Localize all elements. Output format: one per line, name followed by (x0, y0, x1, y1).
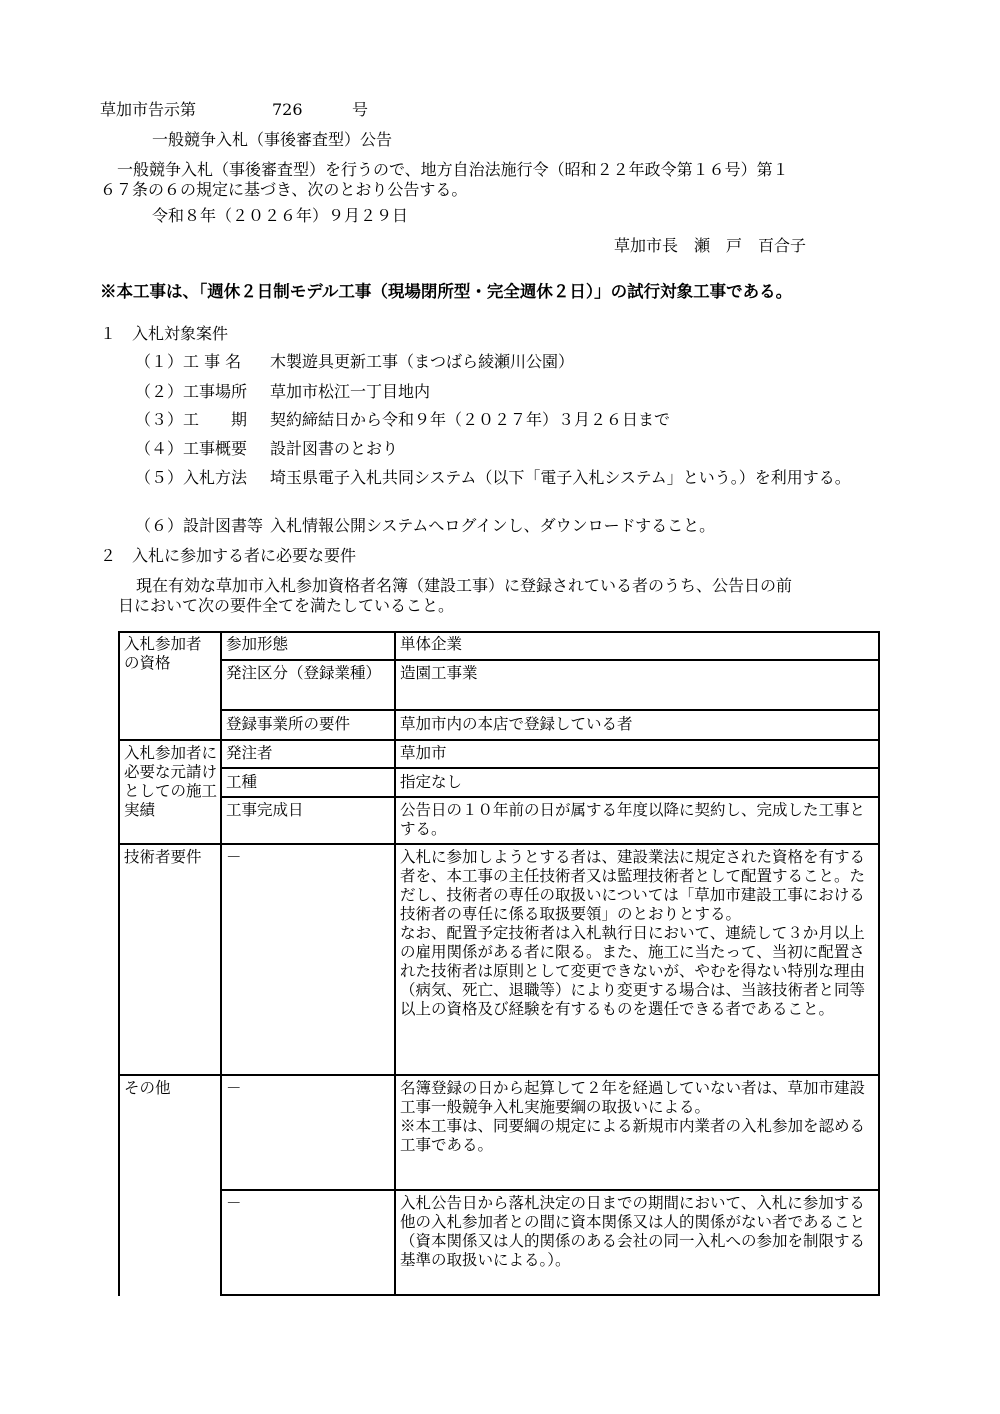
section-2-intro-line-1: 現在有効な草加市入札参加資格者名簿（建設工事）に登録されている者のうち、公告日の前 (136, 576, 793, 595)
group-head-track-record: 入札参加者に必要な元請けとしての施工実績 (124, 744, 218, 819)
notice-number: 726 (272, 100, 303, 119)
section-1-title: １ 入札対象案件 (100, 324, 229, 343)
item-value: 木製遊具更新工事（まつばら綾瀬川公園） (270, 352, 575, 371)
item-work-name (135, 352, 875, 372)
item-value: 設計図書のとおり (270, 439, 399, 458)
row-key: 工種 (226, 773, 258, 791)
row-key: 発注者 (226, 744, 273, 762)
section-2-title: ２ 入札に参加する者に必要な要件 (100, 546, 357, 565)
row-key: 発注区分（登録業種） (226, 664, 382, 682)
row-value: 造園工事業 (400, 664, 478, 682)
row-divider (220, 659, 880, 661)
table-border-bottom (220, 1294, 880, 1296)
row-value: 入札公告日から落札決定の日までの期間において、入札に参加する他の入札参加者との間に資本関係又は人的関係がない者であること（資本関係又は人的関係のある会社の同一入札への参加を制限する基準の取扱いによる。）。 (400, 1194, 866, 1269)
row-divider-g2 (118, 843, 880, 845)
row-key: － (226, 848, 242, 866)
engineer-note-text: なお、配置予定技術者は入札執行日において、連続して３か月以上の雇用関係がある者に限る。また、施工に当たって、当初に配置された技術者は原則として変更できないが、やむを得ない特別な理由（病気、死亡、退職等）により変更する場合は、当該技術者と同等以上の資格及び経験を有するものを選任できる者であること。 (400, 924, 866, 1018)
col-divider-2 (394, 631, 396, 1296)
item-label: （２）工事場所 (135, 382, 248, 401)
row-value (400, 1079, 878, 1155)
notice-number-suffix: 号 (352, 100, 369, 119)
item-label: （６）設計図書等 (135, 516, 264, 535)
registration-rule-text: 名簿登録の日から起算して２年を経過していない者は、草加市建設工事一般競争入札実施要綱の取扱いによる。 (400, 1079, 866, 1116)
item-work-period (135, 410, 875, 430)
row-value (400, 848, 878, 1019)
row-value: 草加市 (400, 744, 447, 762)
row-divider (220, 796, 880, 798)
section-2-intro-line-2: 日において次の要件全てを満たしていること。 (118, 596, 455, 615)
row-key: 参加形態 (226, 635, 289, 653)
row-key: 登録事業所の要件 (226, 715, 351, 733)
col-divider-1 (220, 631, 222, 1296)
mayor-name: 草加市長 瀬 戸 百合子 (614, 236, 807, 255)
row-value: 草加市内の本店で登録している者 (400, 715, 633, 733)
row-value: 指定なし (400, 773, 463, 791)
table-border-left (118, 631, 120, 1296)
row-key: 工事完成日 (226, 801, 304, 819)
item-value: 埼玉県電子入札共同システム（以下「電子入札システム」という。）を利用する。 (270, 468, 851, 487)
item-label: （５）入札方法 (135, 468, 248, 487)
intro-line-2: ６７条の６の規定に基づき、次のとおり公告する。 (100, 180, 468, 199)
new-contractor-note: ※本工事は、同要綱の規定による新規市内業者の入札参加を認める工事である。 (400, 1117, 866, 1154)
item-work-overview (135, 439, 875, 459)
group-head-other: その他 (124, 1079, 171, 1097)
row-divider-g3 (118, 1074, 880, 1076)
row-divider (220, 709, 880, 711)
row-value: 単体企業 (400, 635, 463, 653)
item-design-documents (135, 516, 875, 536)
group-head-engineer: 技術者要件 (124, 848, 202, 866)
item-value: 入札情報公開システムへログインし、ダウンロードすること。 (270, 516, 716, 535)
row-key: － (226, 1079, 242, 1097)
group-head-qualification: 入札参加者の資格 (124, 635, 202, 672)
engineer-requirement-text: 入札に参加しようとする者は、建設業法に規定された資格を有する者を、本工事の主任技術者又は監理技術者として配置すること。ただし、技術者の専任の取扱いについては「草加市建設工事における技術者の専任に係る取扱要領」のとおりとする。 (400, 848, 866, 923)
item-label: （１）工 事 名 (135, 352, 242, 371)
table-border-top (118, 631, 880, 633)
intro-line-1: 一般競争入札（事後審査型）を行うので、地方自治法施行令（昭和２２年政令第１６号）第１ (117, 160, 789, 179)
row-divider-g1 (118, 739, 880, 741)
item-value: 契約締結日から令和９年（２０２７年）３月２６日まで (270, 410, 671, 429)
requirements-table (118, 631, 880, 1296)
document-title: 一般競争入札（事後審査型）公告 (152, 130, 393, 149)
notice-number-label: 草加市告示第 (100, 100, 197, 119)
row-divider (220, 767, 880, 769)
item-label: （３）工 期 (135, 410, 248, 429)
row-divider (220, 1189, 880, 1191)
item-bidding-method (135, 468, 875, 508)
row-key: － (226, 1194, 242, 1212)
row-value: 公告日の１０年前の日が属する年度以降に契約し、完成した工事とする。 (400, 801, 866, 838)
table-border-right (878, 631, 880, 1296)
publication-date: 令和８年（２０２６年）９月２９日 (152, 206, 409, 225)
model-work-notice: ※本工事は、「週休２日制モデル工事（現場閉所型・完全週休２日）」の試行対象工事である。 (100, 282, 793, 301)
item-value: 草加市松江一丁目地内 (270, 382, 431, 401)
item-label: （４）工事概要 (135, 439, 248, 458)
item-work-location (135, 382, 875, 402)
